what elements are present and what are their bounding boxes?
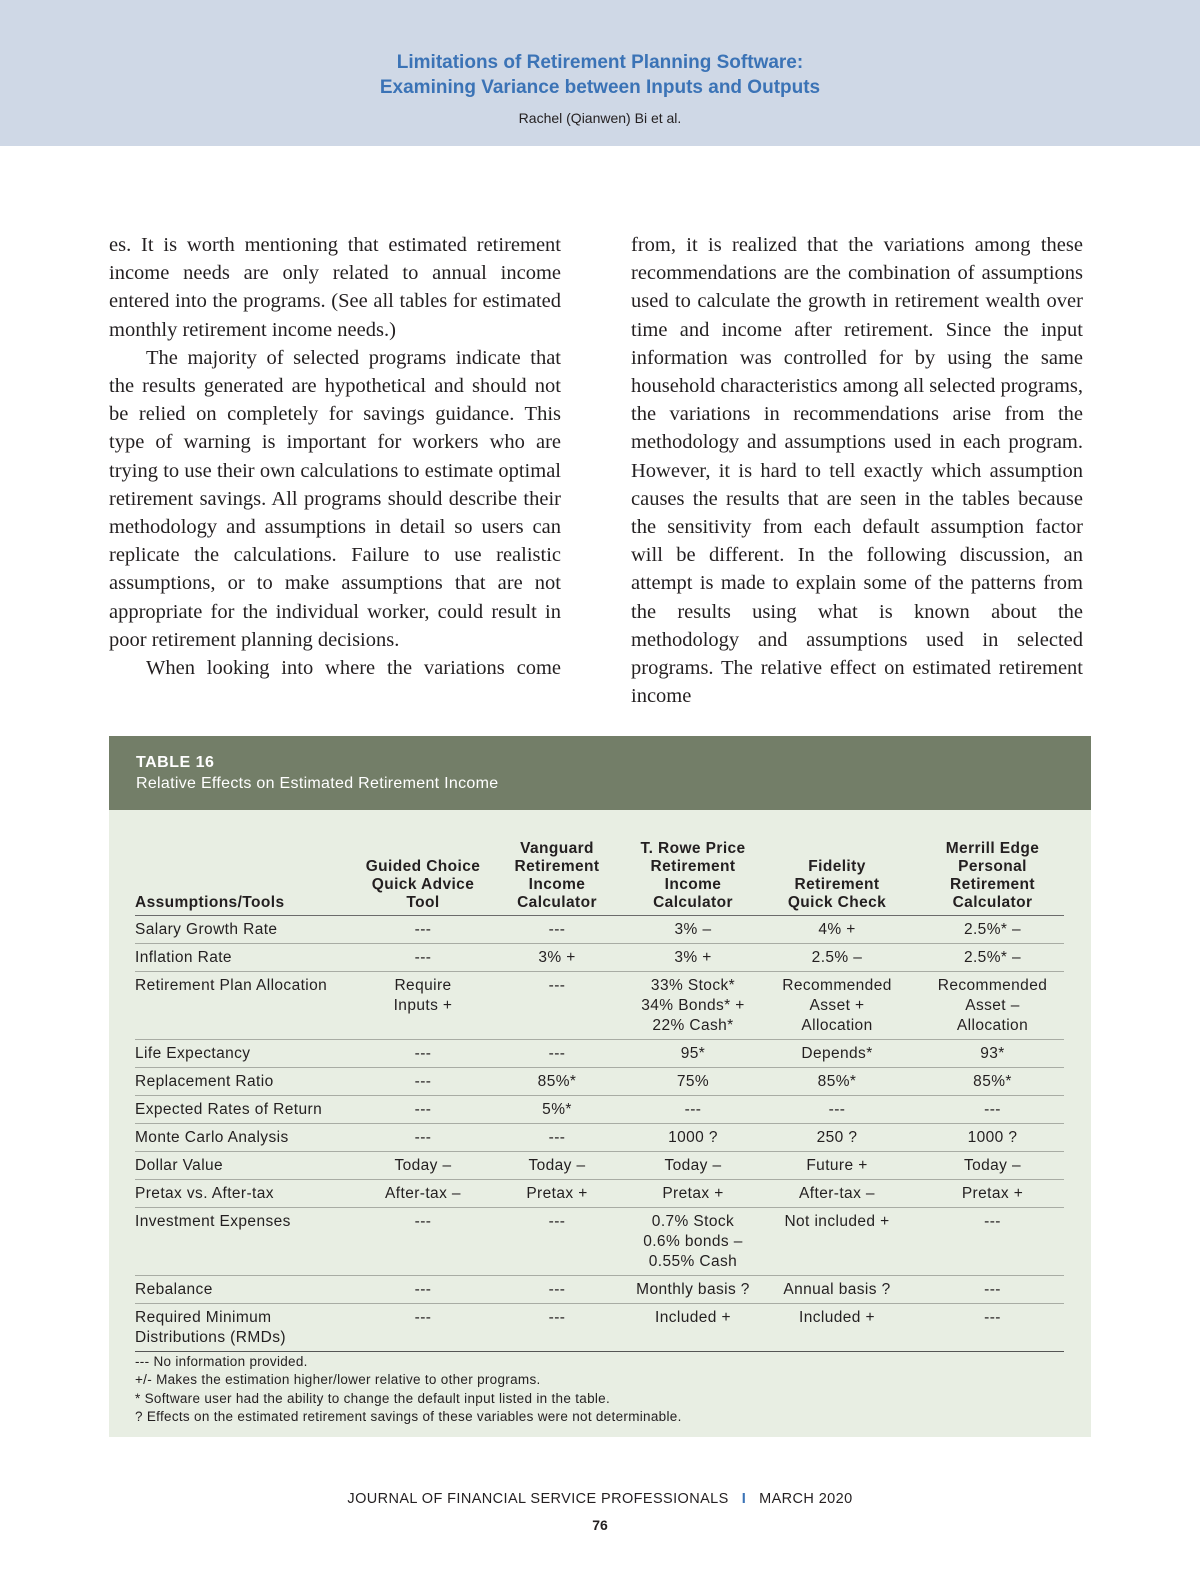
table-cell: --- — [365, 1096, 481, 1124]
table-row — [135, 972, 1064, 1040]
table-cell: --- — [921, 1208, 1064, 1276]
table-cell: Recommended Asset – Allocation — [921, 972, 1064, 1040]
table-caption: Relative Effects on Estimated Retirement Income — [136, 775, 499, 792]
table-cell: Today – — [921, 1152, 1064, 1180]
header-author: Rachel (Qianwen) Bi et al. — [518, 110, 682, 126]
issue-date: MARCH 2020 — [759, 1491, 853, 1507]
table-cell: --- — [365, 1304, 481, 1352]
left-column — [109, 231, 561, 682]
table-cell: Today – — [633, 1152, 753, 1180]
table-cell: --- — [481, 1208, 633, 1276]
table-note: +/- Makes the estimation higher/lower relative to other programs. — [135, 1372, 541, 1388]
table-notes — [135, 1353, 682, 1426]
column-header: Assumptions/Tools — [135, 840, 365, 916]
table-row — [135, 1180, 1064, 1208]
table-cell: --- — [365, 1068, 481, 1096]
table-cell: Today – — [481, 1152, 633, 1180]
row-label: Dollar Value — [135, 1152, 365, 1180]
running-header — [0, 0, 1200, 146]
table-cell: Future + — [753, 1152, 921, 1180]
table-cell: --- — [365, 1040, 481, 1068]
table-cell: After-tax – — [365, 1180, 481, 1208]
table-cell: 250 ? — [753, 1124, 921, 1152]
table-cell: Pretax + — [921, 1180, 1064, 1208]
row-label: Replacement Ratio — [135, 1068, 365, 1096]
row-label: Expected Rates of Return — [135, 1096, 365, 1124]
paragraph: When looking into where the variations come — [146, 657, 561, 680]
table-cell: 2.5%* – — [921, 944, 1064, 972]
table-row — [135, 1068, 1064, 1096]
row-label: Inflation Rate — [135, 944, 365, 972]
table-cell: 75% — [633, 1068, 753, 1096]
table-cell: 3% + — [633, 944, 753, 972]
table-cell: 5%* — [481, 1096, 633, 1124]
table-row — [135, 1124, 1064, 1152]
right-column — [631, 231, 1083, 710]
table-cell: 0.7% Stock 0.6% bonds – 0.55% Cash — [633, 1208, 753, 1276]
table-cell: --- — [753, 1096, 921, 1124]
table-cell: 33% Stock* 34% Bonds* + 22% Cash* — [633, 972, 753, 1040]
table-row — [135, 1096, 1064, 1124]
table-cell: --- — [365, 1124, 481, 1152]
table-row — [135, 1152, 1064, 1180]
table-cell: 85%* — [753, 1068, 921, 1096]
relative-effects-table — [135, 840, 1064, 1352]
row-label: Life Expectancy — [135, 1040, 365, 1068]
table-cell: --- — [365, 916, 481, 944]
column-header: Fidelity Retirement Quick Check — [753, 840, 921, 916]
row-label: Pretax vs. After-tax — [135, 1180, 365, 1208]
table-cell: Monthly basis ? — [633, 1276, 753, 1304]
paragraph: The majority of selected programs indicate that the results generated are hypothetical and should not be relied on completely for savings guidance. This type of warning is important for workers who are trying to use their own calculations to estimate optimal retirement savings. All programs should describe their methodology and assumptions in detail so users can replicate the calculations. Failure to use realistic assumptions, or to make assumptions that are not appropriate for the individual worker, could result in poor retirement planning decisions. — [109, 346, 561, 651]
table-row — [135, 1276, 1064, 1304]
table-cell: Recommended Asset + Allocation — [753, 972, 921, 1040]
table-panel — [109, 810, 1091, 1437]
table-cell: Included + — [633, 1304, 753, 1352]
table-cell: Pretax + — [481, 1180, 633, 1208]
table-row — [135, 944, 1064, 972]
table-cell: --- — [365, 944, 481, 972]
journal-name: JOURNAL OF FINANCIAL SERVICE PROFESSIONALS — [347, 1491, 729, 1507]
table-cell: Included + — [753, 1304, 921, 1352]
table-body — [135, 916, 1064, 1352]
page-number: 76 — [592, 1517, 608, 1533]
table-cell: --- — [921, 1276, 1064, 1304]
row-label: Required Minimum Distributions (RMDs) — [135, 1304, 365, 1352]
table-cell: After-tax – — [753, 1180, 921, 1208]
table-cell: Depends* — [753, 1040, 921, 1068]
column-header: Guided Choice Quick Advice Tool — [365, 840, 481, 916]
table-note: --- No information provided. — [135, 1354, 308, 1369]
table-cell: 3% + — [481, 944, 633, 972]
table-cell: 3% – — [633, 916, 753, 944]
row-label: Salary Growth Rate — [135, 916, 365, 944]
table-cell: --- — [481, 1276, 633, 1304]
table-cell: Not included + — [753, 1208, 921, 1276]
table-cell: 1000 ? — [633, 1124, 753, 1152]
table-cell: Annual basis ? — [753, 1276, 921, 1304]
table-cell: --- — [481, 1124, 633, 1152]
table-cell: 85%* — [921, 1068, 1064, 1096]
table-cell: --- — [921, 1304, 1064, 1352]
table-row — [135, 1304, 1064, 1352]
table-cell: 4% + — [753, 916, 921, 944]
table-cell: --- — [365, 1208, 481, 1276]
table-cell: --- — [921, 1096, 1064, 1124]
table-header-row — [135, 840, 1064, 916]
table-cell: 95* — [633, 1040, 753, 1068]
table-row — [135, 1040, 1064, 1068]
table-row — [135, 916, 1064, 944]
table-label: TABLE 16 — [136, 754, 215, 771]
table-cell: Pretax + — [633, 1180, 753, 1208]
table-cell: --- — [481, 1040, 633, 1068]
table-row — [135, 1208, 1064, 1276]
table-cell: 93* — [921, 1040, 1064, 1068]
header-title-line1: Limitations of Retirement Planning Software: — [396, 52, 804, 73]
row-label: Rebalance — [135, 1276, 365, 1304]
column-header: Merrill Edge Personal Retirement Calculator — [921, 840, 1064, 916]
table-note: * Software user had the ability to change the default input listed in the table. — [135, 1390, 611, 1406]
table-cell: --- — [481, 972, 633, 1040]
table-cell: 2.5% – — [753, 944, 921, 972]
row-label: Investment Expenses — [135, 1208, 365, 1276]
table-header-bar — [109, 736, 1091, 810]
page-footer — [0, 1491, 1200, 1507]
table-cell: Today – — [365, 1152, 481, 1180]
header-title-line2: Examining Variance between Inputs and Outputs — [379, 77, 821, 98]
paragraph: es. It is worth mentioning that estimated retirement income needs are only related to annual income entered into the programs. (See all tables for estimated monthly retirement income needs.) — [109, 234, 561, 341]
column-header: T. Rowe Price Retirement Income Calculator — [633, 840, 753, 916]
table-cell: Require Inputs + — [365, 972, 481, 1040]
paragraph: from, it is realized that the variations among these recommendations are the combination of assumptions used to calculate the growth in retirement wealth over time and income after retirement. Since the input information was controlled for by using the same household characteristics among all selected programs, the variations in recommendations arise from the methodology and assumptions used in each program. However, it is hard to tell exactly which assumption causes the results that are seen in the tables because the sensitivity from each default assumption factor will be different. In the following discussion, an attempt is made to explain some of the patterns from the results using what is known about the methodology and assumptions used in selected programs. The relative effect on estimated retirement income — [631, 234, 1083, 708]
table-cell: --- — [481, 916, 633, 944]
table-cell: --- — [365, 1276, 481, 1304]
table-cell: --- — [481, 1304, 633, 1352]
column-header: Vanguard Retirement Income Calculator — [481, 840, 633, 916]
footer-separator: I — [741, 1491, 747, 1507]
table-cell: 85%* — [481, 1068, 633, 1096]
table-cell: --- — [633, 1096, 753, 1124]
row-label: Monte Carlo Analysis — [135, 1124, 365, 1152]
row-label: Retirement Plan Allocation — [135, 972, 365, 1040]
table-cell: 2.5%* – — [921, 916, 1064, 944]
table-cell: 1000 ? — [921, 1124, 1064, 1152]
table-note: ? Effects on the estimated retirement savings of these variables were not determinable. — [135, 1408, 682, 1424]
